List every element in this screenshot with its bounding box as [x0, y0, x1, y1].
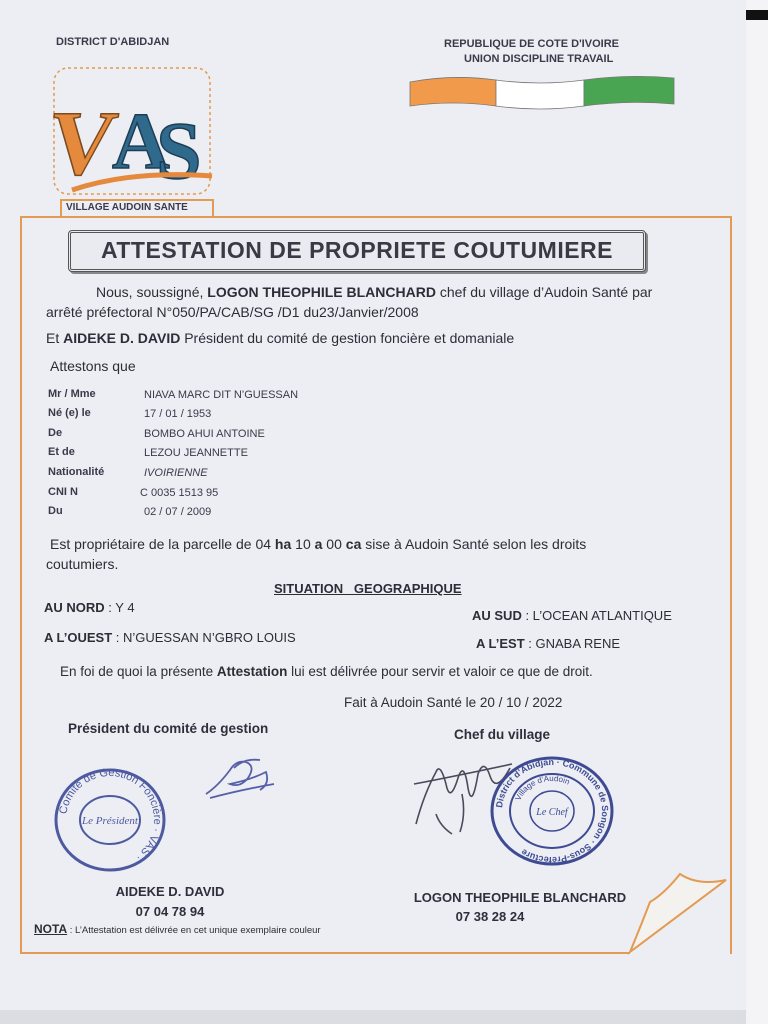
geo-east-label: A L’EST	[476, 636, 525, 651]
logo-caption-box	[60, 199, 214, 217]
value-name: NIAVA MARC DIT N’GUESSAN	[144, 389, 299, 401]
label-cni: CNI N	[48, 486, 78, 498]
geo-north-label: AU NORD	[44, 600, 105, 615]
svg-text:V: V	[42, 92, 123, 194]
geo-south-label: AU SUD	[472, 608, 522, 623]
value-birth: 17 / 01 / 1953	[144, 408, 212, 420]
right-stamp	[488, 756, 616, 866]
label-father: De	[48, 427, 63, 439]
scan-right-edge	[746, 0, 768, 1024]
geo-south-value: : L’OCEAN ATLANTIQUE	[521, 608, 672, 623]
geo-north	[44, 600, 135, 615]
right-stamp-inner: Village d'Audoin	[513, 773, 572, 803]
left-stamp	[52, 766, 168, 874]
right-sign-phone: 07 38 28 24	[455, 909, 525, 924]
right-stamp-center: Le Chef	[536, 807, 568, 818]
unit-ha: ha	[274, 536, 292, 552]
value-mother: LEZOU JEANNETTE	[144, 447, 248, 459]
left-sign-name: AIDEKE D. DAVID	[115, 884, 225, 899]
intro-line-3	[46, 330, 514, 346]
district-line: DISTRICT D'ABIDJAN	[56, 36, 170, 48]
left-stamp-ring: Comité de Gestion Foncière · VAS ·	[57, 766, 164, 864]
geo-west	[44, 630, 296, 645]
geo-heading: SITUATION GEOGRAPHIQUE	[274, 581, 462, 596]
property-line-2: coutumiers.	[46, 556, 119, 572]
closing-line	[60, 664, 593, 679]
geo-north-value: : Y 4	[104, 600, 135, 615]
page-corner-curl	[620, 868, 730, 960]
closing-attestation-word: Attestation	[216, 664, 288, 679]
intro-text: Et	[46, 330, 64, 346]
left-sign-title: Président du comité de gestion	[68, 721, 269, 736]
intro-line-1	[96, 284, 652, 300]
label-name: Mr / Mme	[48, 388, 96, 400]
ivory-coast-flag	[408, 72, 678, 112]
president-name: AIDEKE D. DAVID	[63, 330, 181, 346]
property-text: 00	[322, 536, 346, 552]
svg-text:S: S	[156, 105, 202, 196]
geo-east	[476, 636, 620, 651]
value-father: BOMBO AHUI ANTOINE	[144, 428, 265, 440]
intro-line-2: arrêté préfectoral N°050/PA/CAB/SG /D1 du23/Janvier/2008	[46, 304, 419, 320]
left-signature	[200, 750, 280, 804]
motto-line: UNION DISCIPLINE TRAVAIL	[464, 53, 614, 65]
right-sign-name: LOGON THEOPHILE BLANCHARD	[413, 890, 627, 905]
logo-caption: VILLAGE AUDOIN SANTE	[66, 202, 188, 213]
vas-logo	[42, 66, 212, 214]
closing-text: lui est délivrée pour servir et valoir ce que de droit.	[287, 664, 593, 679]
left-sign-phone: 07 04 78 94	[135, 904, 205, 919]
document-title: ATTESTATION DE PROPRIETE COUTUMIERE	[100, 237, 613, 263]
property-text: 10	[291, 536, 315, 552]
title-box	[68, 230, 646, 272]
intro-text: chef du village d’Audoin Santé par	[435, 284, 653, 300]
value-cni-date: 02 / 07 / 2009	[144, 506, 212, 518]
intro-text: Nous, soussigné,	[96, 284, 208, 300]
attest-line: Attestons que	[50, 358, 136, 374]
scan-edge-bar	[746, 10, 768, 20]
republic-line: REPUBLIQUE DE COTE D'IVOIRE	[444, 38, 619, 50]
unit-a: a	[314, 536, 323, 552]
label-nationality: Nationalité	[48, 466, 105, 478]
value-nationality: IVOIRIENNE	[144, 467, 208, 479]
nota-line	[34, 922, 321, 936]
closing-text: En foi de quoi la présente	[60, 664, 217, 679]
value-cni: C 0035 1513 95	[140, 487, 219, 499]
label-cni-date: Du	[48, 505, 63, 517]
intro-text: Président du comité de gestion foncière et domaniale	[180, 330, 515, 346]
property-line-1	[50, 536, 586, 552]
unit-ca: ca	[345, 536, 362, 552]
geo-south	[472, 608, 672, 623]
label-birth: Né (e) le	[48, 407, 91, 419]
property-text: Est propriétaire de la parcelle de 04	[50, 536, 275, 552]
property-text: sise à Audoin Santé selon les droits	[361, 536, 587, 552]
frame-bottom-rule	[20, 952, 630, 954]
right-stamp-ring: District d'Abidjan · Commune de Songon · Sous-Préfecture	[494, 756, 611, 866]
geo-west-label: A L’OUEST	[44, 630, 113, 645]
svg-text:A: A	[112, 98, 170, 186]
nota-label: NOTA	[34, 922, 68, 936]
left-stamp-center: Le Président	[82, 815, 138, 827]
geo-east-value: : GNABA RENE	[524, 636, 621, 651]
label-mother: Et de	[48, 446, 75, 458]
nota-text: : L’Attestation est délivrée en cet unique exemplaire couleur	[67, 925, 321, 936]
chief-name: LOGON THEOPHILE BLANCHARD	[207, 284, 436, 300]
geo-west-value: : N’GUESSAN N’GBRO LOUIS	[112, 630, 296, 645]
place-date: Fait à Audoin Santé le 20 / 10 / 2022	[344, 695, 563, 710]
right-sign-title: Chef du village	[454, 727, 551, 742]
